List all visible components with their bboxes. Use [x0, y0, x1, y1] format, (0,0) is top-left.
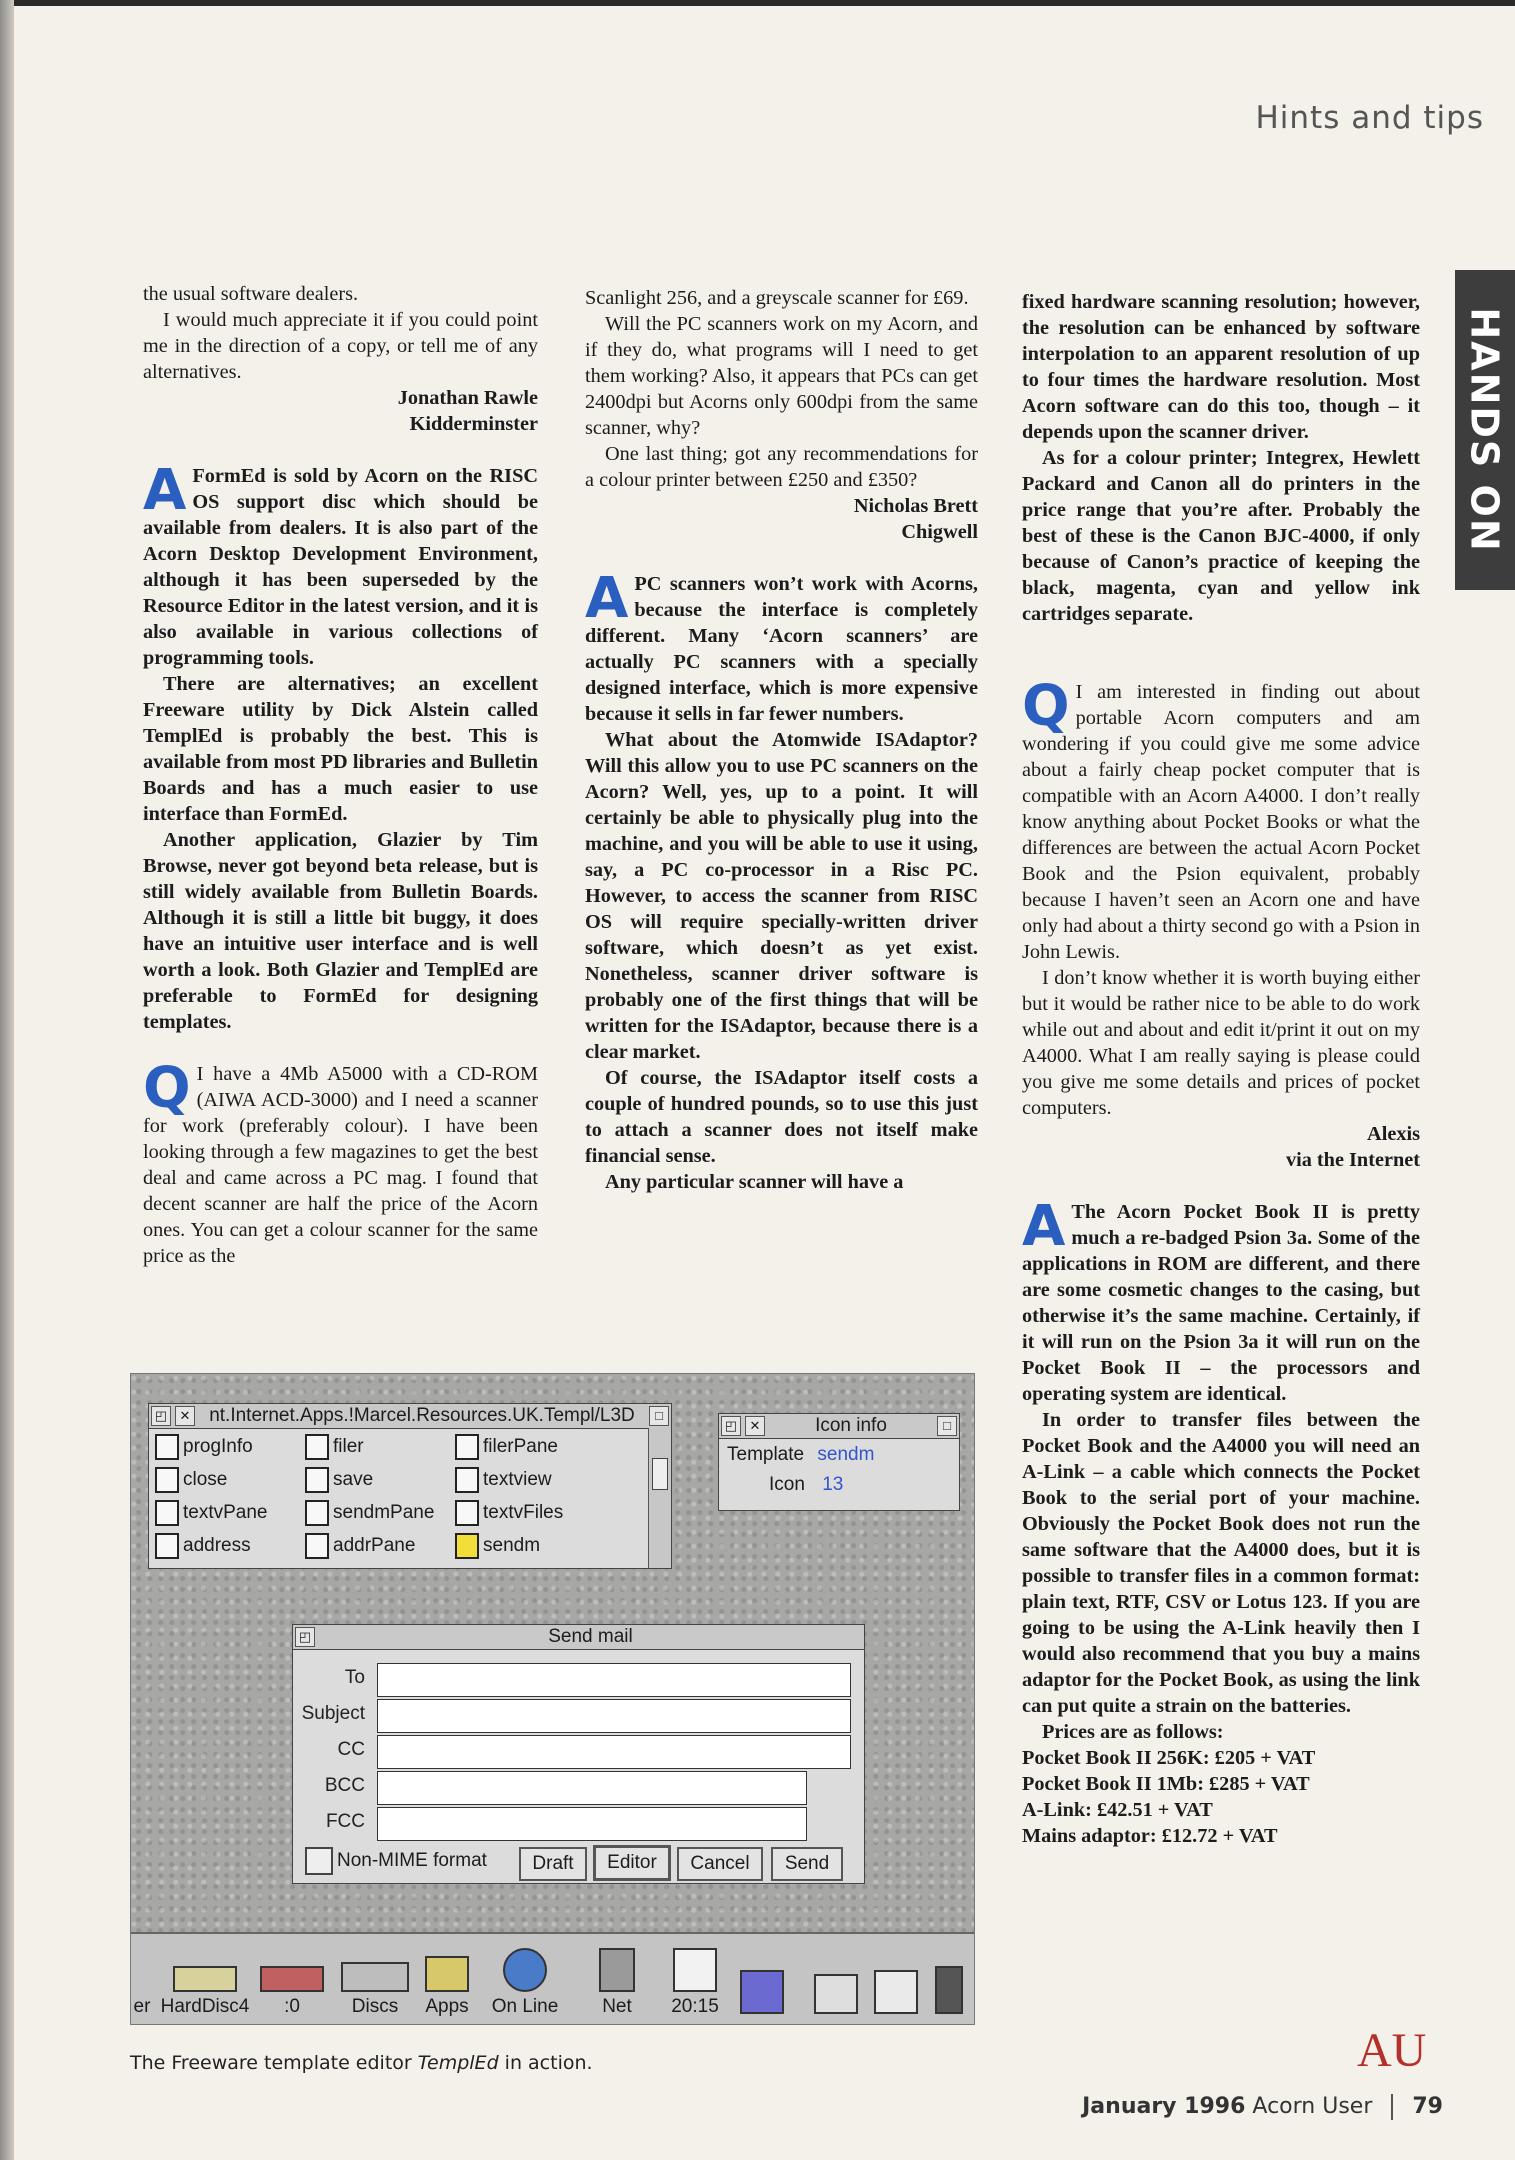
side-tab — [1455, 270, 1515, 590]
answer-paragraph — [585, 566, 978, 727]
question-text: I am interested in finding out about portable Acorn computers and am wondering if you could give me some advice about a fairly cheap pocket computer that is compatible with an Acorn A4000. I don’t really know anything about Pocket Books or what the differences are between the actual Acorn Pocket Book and the Psion equivalent, probably because I haven’t seen an Acorn one and have only had about a thirty second go with a Psion in John Lewis. — [1022, 681, 1420, 963]
file-icon[interactable]: filer — [305, 1434, 364, 1460]
signature-name: Nicholas Brett — [853, 495, 978, 517]
file-icon[interactable]: textvPane — [155, 1500, 268, 1526]
answer-text: FormEd is sold by Acorn on the RISC OS support disc which should be available from dealers. It is also part of the Acorn Desktop Development Environment, although it has been superseded by the Resource Editor in the latest version, and it is also available in various collections of programming tools. — [143, 465, 538, 669]
back-icon[interactable]: ◰ — [721, 1416, 741, 1436]
answer-paragraph — [143, 458, 538, 671]
answer-paragraph: Any particular scanner will have a — [605, 1171, 904, 1193]
answer-paragraph: In order to transfer files between the Pocket Book and the A4000 you will need an A-Link – a cable which connects the Pocket Book to the serial port of your machine. Obviously the Pocket Book does not run the same software that the A4000 does, but it is possible to transfer files in a common format: plain text, RTF, CSV or Lotus 123. If you are going to be using the A-Link heavily then I would also recommend that you buy a mains adaptor for the Pocket Book, as using the link can put quite a strain on the batteries. — [1022, 1409, 1420, 1717]
icon-info-window — [718, 1413, 960, 1511]
paragraph: Scanlight 256, and a greyscale scanner for £69. — [585, 287, 969, 309]
magazine-name: Acorn User — [1252, 2094, 1373, 2119]
toggle-size-icon[interactable]: □ — [937, 1416, 957, 1436]
bcc-label: BCC — [324, 1775, 365, 1796]
top-rule — [0, 0, 1515, 6]
fcc-label: FCC — [325, 1811, 365, 1832]
template-row — [727, 1444, 874, 1466]
icon-value: 13 — [822, 1474, 844, 1495]
paragraph: I would much appreciate it if you could point me in the direction of a copy, or tell me of any alternatives. — [143, 309, 538, 383]
acorn-user-logo: AU — [1357, 2024, 1427, 2077]
question-paragraph — [143, 1056, 538, 1269]
signature-name: Jonathan Rawle — [397, 387, 538, 409]
answer-paragraph — [1022, 1194, 1420, 1407]
quill-icon[interactable] — [927, 1966, 971, 2018]
page-binding-shadow — [0, 0, 14, 2160]
file-icon[interactable]: textvFiles — [455, 1500, 563, 1526]
paragraph: Will the PC scanners work on my Acorn, and if they do, what programs will I need to get them working? Also, it appears that PCs can get 2400dpi but Acorns only 600dpi from the same scanner, why? — [585, 313, 978, 439]
to-field[interactable] — [377, 1663, 851, 1697]
signature-name: Alexis — [1367, 1123, 1420, 1145]
answer-text: PC scanners won’t work with Acorns, because the interface is completely different. Many ‘Acorn scanners’ are actually PC scanners with a specially designed interface, which is more expensive because it sells in far fewer numbers. — [585, 573, 978, 725]
icon-bar — [131, 1932, 974, 2024]
answer-paragraph: As for a colour printer; Integrex, Hewlett Packard and Canon all do printers in the price range that you’re after. Probably the best of these is the Canon BJC-4000, if only because of Canon’s practice of keeping the black, magenta, cyan and yellow ink cartridges separate. — [1022, 447, 1420, 625]
file-icon[interactable]: close — [155, 1467, 227, 1493]
filer-window — [148, 1403, 672, 1569]
file-icon[interactable]: filerPane — [455, 1434, 558, 1460]
paragraph: One last thing; got any recommendations for a colour printer between £250 and £350? — [585, 443, 978, 491]
display-icon[interactable] — [811, 1974, 861, 2018]
file-icon[interactable]: textview — [455, 1467, 552, 1493]
drop-cap-q: Q — [1022, 674, 1070, 739]
cancel-button[interactable]: Cancel — [677, 1847, 763, 1881]
harddisc-icon[interactable]: HardDisc4 — [157, 1966, 253, 2018]
send-mail-titlebar[interactable] — [293, 1625, 864, 1650]
issue-date: January 1996 — [1082, 2094, 1246, 2119]
template-value: sendm — [817, 1444, 875, 1465]
price-line: Pocket Book II 256K: £205 + VAT — [1022, 1747, 1316, 1769]
online-globe-icon[interactable]: On Line — [485, 1948, 565, 2018]
task-manager-icon[interactable] — [871, 1970, 921, 2018]
clock-icon[interactable]: 20:15 — [663, 1948, 727, 2018]
column-2 — [585, 285, 978, 1195]
apps-icon[interactable]: Apps — [417, 1956, 477, 2018]
page-number: 79 — [1412, 2094, 1443, 2119]
close-icon[interactable]: ✕ — [745, 1416, 765, 1436]
draw-app-icon[interactable] — [737, 1970, 787, 2018]
question-paragraph — [1022, 674, 1420, 965]
file-icon[interactable]: progInfo — [155, 1434, 253, 1460]
discs-icon[interactable]: Discs — [335, 1962, 415, 2018]
answer-paragraph: Another application, Glazier by Tim Browse, never got beyond beta release, but is still widely available from Bulletin Boards. Although it is still a little bit buggy, it does have an intuitive user interface and is well worth a look. Both Glazier and TemplEd are preferable to FormEd for designing templates. — [143, 829, 538, 1033]
send-button[interactable]: Send — [771, 1847, 843, 1881]
signature-place: via the Internet — [1285, 1149, 1420, 1171]
section-title: Hints and tips — [1255, 100, 1484, 136]
iconbar-item[interactable]: er — [133, 1996, 151, 2017]
send-mail-title: Send mail — [548, 1626, 633, 1647]
answer-text: The Acorn Pocket Book II is pretty much a re-badged Psion 3a. Some of the applications in ROM are different, and there are some cosmetic changes to the casing, but otherwise it’s the same machine. Certainly, if it will run on the Psion 3a it will run on the Pocket Book II – the processors and operating system are identical. — [1022, 1201, 1420, 1405]
icon-label: Icon — [769, 1474, 805, 1495]
column-1 — [143, 281, 538, 1269]
close-icon[interactable]: ✕ — [175, 1406, 195, 1426]
to-label: To — [344, 1667, 365, 1688]
subject-field[interactable] — [377, 1699, 851, 1733]
drop-cap-a: A — [585, 566, 629, 631]
cc-field[interactable] — [377, 1735, 851, 1769]
ram-disc-icon[interactable]: :0 — [257, 1966, 327, 2018]
answer-paragraph: Of course, the ISAdaptor itself costs a couple of hundred pounds, so to use this just to attach a scanner does not itself make financial sense. — [585, 1067, 978, 1167]
subject-label: Subject — [301, 1703, 365, 1724]
side-tab-label: HANDS ON — [1463, 307, 1508, 553]
toggle-size-icon[interactable]: □ — [649, 1406, 669, 1426]
non-mime-option[interactable] — [305, 1847, 487, 1875]
paragraph: the usual software dealers. — [143, 283, 359, 305]
figure-caption: The Freeware template editor TemplEd in action. — [130, 2052, 593, 2074]
price-line: Pocket Book II 1Mb: £285 + VAT — [1022, 1773, 1310, 1795]
answer-paragraph: What about the Atomwide ISAdaptor? Will this allow you to use PC scanners on the Acorn? Well, yes, up to a point. It will certainly be able to physically plug into the machine, and you will be able to use it using, say, a PC co-processor in a Risc PC. However, to access the scanner from RISC OS will require specially-written driver software, which doesn’t as yet exist. Nonetheless, scanner driver software is probably one of the first things that will be written for the ISAdaptor, because there is a clear market. — [585, 729, 978, 1063]
fcc-field[interactable] — [377, 1807, 807, 1841]
paragraph: I don’t know whether it is worth buying either but it would be rather nice to be able to do work while out and about and edit it/print it out on my A4000. What I am really saying is please could you give me some details and prices of pocket computers. — [1022, 967, 1420, 1119]
net-icon[interactable]: Net — [587, 1948, 647, 2018]
file-icon[interactable]: address — [155, 1533, 251, 1559]
draft-button[interactable]: Draft — [519, 1847, 587, 1881]
question-text: I have a 4Mb A5000 with a CD-ROM (AIWA ACD-3000) and I need a scanner for work (preferably colour). I have been looking through a few magazines to get the best deal and came across a PC mag. I found that decent scanner are half the price of the Acorn ones. You can get a colour scanner for the same price as the — [143, 1063, 538, 1267]
file-icon[interactable]: sendmPane — [305, 1500, 434, 1526]
templed-screenshot — [130, 1373, 975, 2025]
filer-titlebar[interactable] — [149, 1404, 671, 1429]
non-mime-label: Non-MIME format — [337, 1850, 487, 1872]
filer-path: nt.Internet.Apps.!Marcel.Resources.UK.Templ/L3D — [209, 1405, 635, 1426]
drop-cap-a: A — [1022, 1194, 1066, 1259]
file-icon-selected[interactable]: sendm — [455, 1533, 540, 1559]
icon-info-titlebar[interactable] — [719, 1414, 959, 1439]
file-icon[interactable]: save — [305, 1467, 373, 1493]
file-icon[interactable]: addrPane — [305, 1533, 415, 1559]
template-label: Template — [727, 1444, 805, 1465]
drop-cap-a: A — [143, 458, 187, 523]
bcc-field[interactable] — [377, 1771, 807, 1805]
icon-info-title: Icon info — [815, 1415, 887, 1436]
drop-cap-q: Q — [143, 1056, 191, 1121]
back-icon[interactable]: ◰ — [151, 1406, 171, 1426]
icon-row — [769, 1474, 843, 1496]
price-line: Mains adaptor: £12.72 + VAT — [1022, 1825, 1278, 1847]
answer-paragraph: There are alternatives; an excellent Freeware utility by Dick Alstein called TemplEd is probably the best. This is available from most PD libraries and Bulletin Boards and has a much easier to use interface than FormEd. — [143, 673, 538, 825]
vertical-scrollbar[interactable] — [648, 1428, 671, 1568]
column-3 — [1022, 289, 1420, 1849]
price-line: A-Link: £42.51 + VAT — [1022, 1799, 1213, 1821]
scroll-thumb[interactable] — [652, 1458, 668, 1490]
page-footer — [1082, 2094, 1443, 2120]
cc-label: CC — [337, 1739, 365, 1760]
non-mime-checkbox[interactable] — [305, 1847, 333, 1875]
signature-place: Kidderminster — [409, 413, 538, 435]
answer-paragraph: fixed hardware scanning resolution; however, the resolution can be enhanced by software interpolation to an apparent resolution of up to four times the hardware resolution. Most Acorn software can do this too, though – it depends upon the scanner driver. — [1022, 291, 1420, 443]
signature-place: Chigwell — [901, 521, 978, 543]
back-icon[interactable]: ◰ — [295, 1627, 315, 1647]
prices-heading: Prices are as follows: — [1042, 1721, 1224, 1743]
send-mail-window — [292, 1624, 865, 1884]
editor-button[interactable]: Editor — [593, 1845, 671, 1881]
